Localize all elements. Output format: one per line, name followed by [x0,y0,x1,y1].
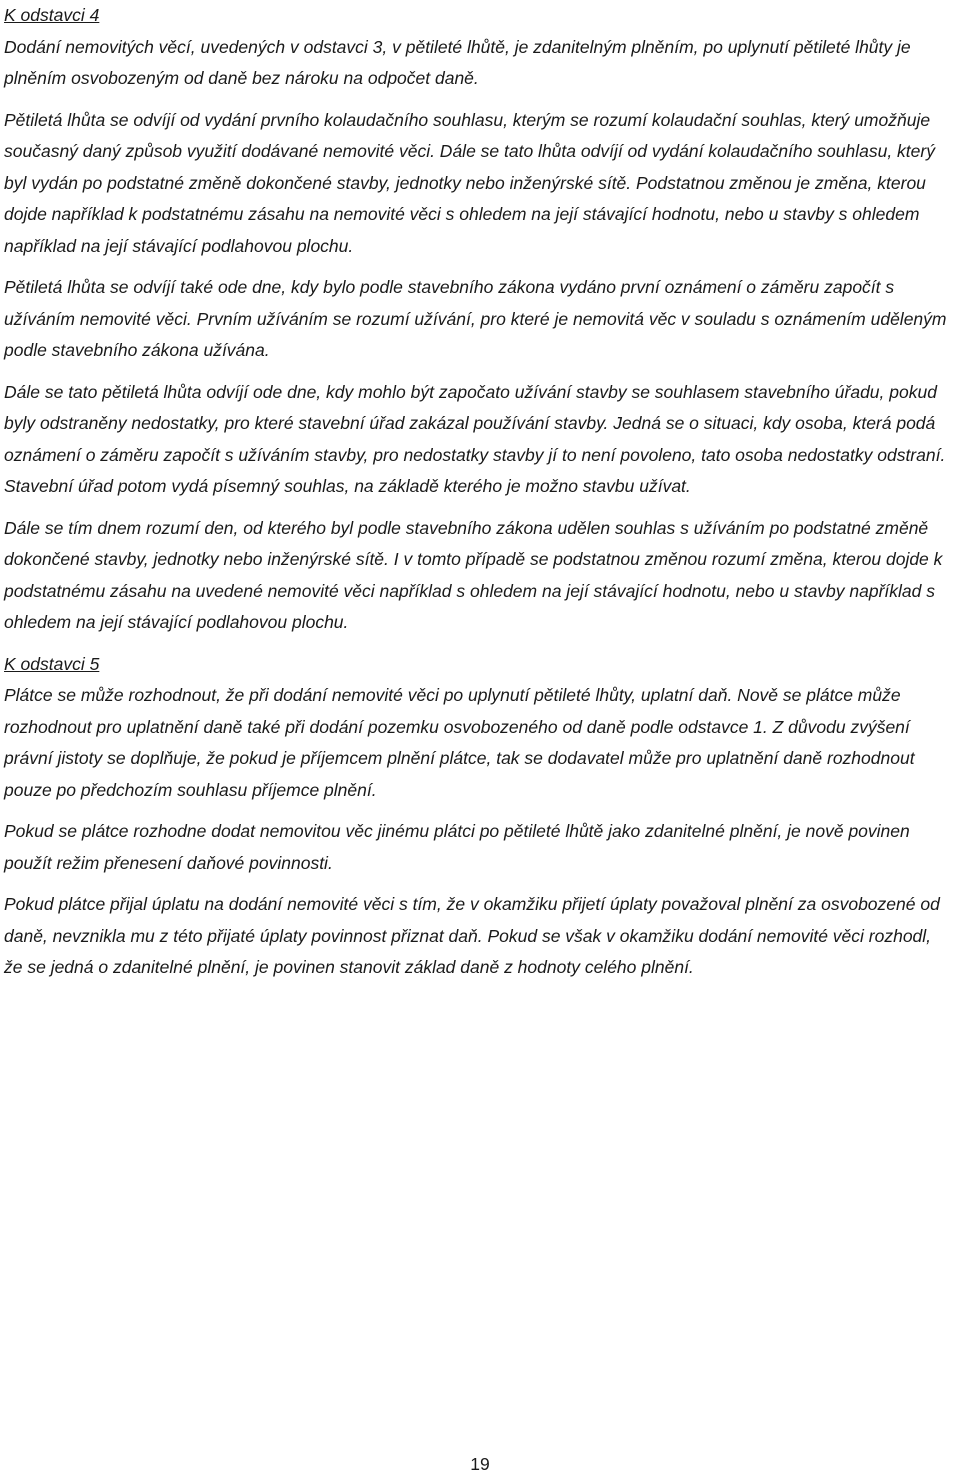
paragraph: Dále se tím dnem rozumí den, od kterého byl podle stavebního zákona udělen souhlas s užíváním po podstatné změně dokončené stavby, jednotky nebo inženýrské sítě. I v tomto případě se podstatnou změnou rozumí změna, kterou dojde k podstatnému zásahu na uvedené nemovité věci například s ohledem na její stávající hodnotu, nebo u stavby například s ohledem na její stávající podlahovou plochu. [4,517,943,632]
paragraph: Pokud se plátce rozhodne dodat nemovitou věc jinému plátci po pětileté lhůtě jako zdanitelné plnění, je nově povinen použít režim přenesení daňové povinnosti. [4,821,910,873]
section-heading: K odstavci 4 [4,5,100,25]
section-k-odstavci-5 [4,649,954,984]
paragraph: Pokud plátce přijal úplatu na dodání nemovité věci s tím, že v okamžiku přijetí úplaty považoval plnění za osvobozené od daně, nevznikla mu z této přijaté úplaty povinnost přiznat daň. Pokud se však v okamžiku dodání nemovité věci rozhodl, že se jedná o zdanitelné plnění, je povinen stanovit základ daně z hodnoty celého plnění. [4,894,940,977]
paragraph: Pětiletá lhůta se odvíjí od vydání prvního kolaudačního souhlasu, kterým se rozumí kolaudační souhlas, který umožňuje současný daný způsob využití dodávané nemovité věci. Dále se tato lhůta odvíjí od vydání kolaudačního souhlasu, který byl vydán po podstatné změně dokončené stavby, jednotky nebo inženýrské sítě. Podstatnou změnou je změna, kterou dojde například k podstatnému zásahu na nemovité věci s ohledem na její stávající hodnotu, nebo u stavby s ohledem například na její stávající podlahovou plochu. [4,109,935,256]
section-heading: K odstavci 5 [4,653,100,674]
page-number: 19 [470,1454,490,1474]
section-k-odstavci-4 [4,0,954,639]
paragraph: Dodání nemovitých věcí, uvedených v odstavci 3, v pětileté lhůtě, je zdanitelným plněním, po uplynutí pětileté lhůty je plněním osvobozeným od daně bez nároku na odpočet daně. [4,36,911,88]
paragraph: Plátce se může rozhodnout, že při dodání nemovité věci po uplynutí pětileté lhůty, uplatní daň. Nově se plátce může rozhodnout pro uplatnění daně také při dodání pozemku osvobozeného od daně podle odstavce 1. Z důvodu zvýšení právní jistoty se doplňuje, že pokud je příjemcem plnění plátce, tak se dodavatel může pro uplatnění daně rozhodnout pouze po předchozím souhlasu příjemce plnění. [4,685,915,800]
document-page [4,0,954,994]
paragraph: Dále se tato pětiletá lhůta odvíjí ode dne, kdy mohlo být započato užívání stavby se souhlasem stavebního úřadu, pokud byly odstraněny nedostatky, pro které stavební úřad zakázal používání stavby. Jedná se o situaci, kdy osoba, která podá oznámení o záměru započít s užíváním stavby, pro nedostatky stavby jí to není povoleno, tato osoba nedostatky odstraní. Stavební úřad potom vydá písemný souhlas, na základě kterého je možno stavbu užívat. [4,381,946,496]
paragraph: Pětiletá lhůta se odvíjí také ode dne, kdy bylo podle stavebního zákona vydáno první oznámení o záměru započít s užíváním nemovité věci. Prvním užíváním se rozumí užívání, pro které je nemovitá věc v souladu s oznámením uděleným podle stavebního zákona užívána. [4,277,947,360]
